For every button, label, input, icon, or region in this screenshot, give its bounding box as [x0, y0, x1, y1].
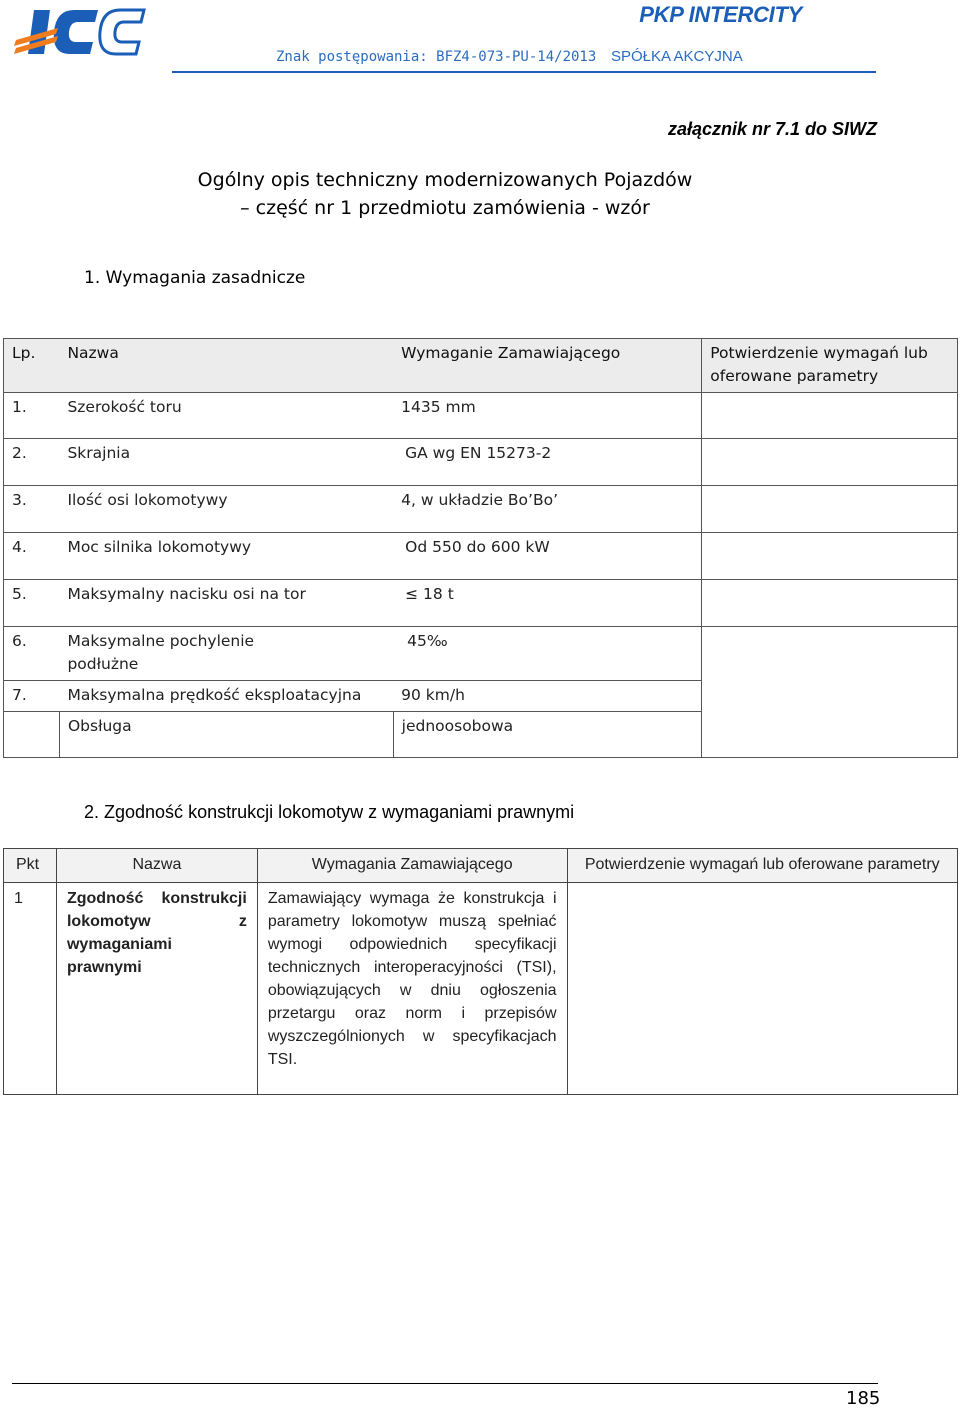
- table-row: [4, 533, 958, 580]
- attachment-label: załącznik nr 7.1 do SIWZ: [667, 119, 877, 139]
- brand-name: PKP INTERCITY: [639, 2, 802, 27]
- row-confirmation[interactable]: [702, 439, 958, 486]
- row-requirement: 1435 mm: [393, 393, 702, 439]
- row-lp: 3.: [4, 486, 60, 533]
- row-name: Ilość osi lokomotywy: [59, 486, 393, 533]
- table-row: [4, 580, 958, 627]
- section1-heading: 1. Wymagania zasadnicze: [84, 268, 306, 288]
- row-lp: 2.: [4, 439, 60, 486]
- col-requirement: Wymaganie Zamawiającego: [393, 339, 702, 393]
- row-requirement: ≤ 18 t: [393, 580, 702, 627]
- row-lp: 5.: [4, 580, 60, 627]
- table-row: [4, 883, 958, 1095]
- table-header-row: [4, 849, 958, 883]
- header-divider: [172, 71, 876, 73]
- row-lp: 6.: [4, 627, 60, 681]
- col-name: Nazwa: [56, 849, 257, 883]
- row-name: Szerokość toru: [59, 393, 393, 439]
- table-row: [4, 393, 958, 439]
- company-form: SPÓŁKA AKCYJNA: [611, 48, 743, 65]
- row-requirement: GA wg EN 15273-2: [393, 439, 702, 486]
- row-name: Zgodność konstrukcji lokomotyw z wymaganiami prawnymi: [56, 883, 257, 1095]
- row-lp: [4, 712, 60, 758]
- table-row: [4, 439, 958, 486]
- row-requirement: 90 km/h: [393, 681, 702, 712]
- table-row: [4, 486, 958, 533]
- row-name: Maksymalne pochylenie podłużne: [59, 627, 393, 681]
- doc-title-line2: – część nr 1 przedmiotu zamówienia - wzór: [240, 197, 650, 219]
- footer-divider: [12, 1383, 878, 1384]
- row-requirement: 45‰: [393, 627, 702, 681]
- table-header-row: [4, 339, 958, 393]
- col-requirements: Wymagania Zamawiającego: [257, 849, 567, 883]
- row-confirmation[interactable]: [702, 393, 958, 439]
- row-name: Skrajnia: [59, 439, 393, 486]
- requirements-table: [3, 338, 958, 758]
- case-number: Znak postępowania: BFZ4-073-PU-14/2013: [276, 49, 597, 65]
- col-name: Nazwa: [59, 339, 393, 393]
- page-number: 185: [846, 1388, 881, 1409]
- row-name: Moc silnika lokomotywy: [59, 533, 393, 580]
- section2-heading: 2. Zgodność konstrukcji lokomotyw z wymaganiami prawnymi: [84, 802, 575, 822]
- row-name: Maksymalny nacisku osi na tor: [59, 580, 393, 627]
- ic-logo-icon: [14, 2, 164, 60]
- row-confirmation[interactable]: [702, 580, 958, 627]
- row-requirement: Zamawiający wymaga że konstrukcja i parametry lokomotyw muszą spełniać wymogi odpowiednich specyfikacji technicznych interoperacyjności (TSI), obowiązujących w dniu ogłoszenia przetargu oraz norm i przepisów wyszczególnionych w specyfikacjach TSI.: [257, 883, 567, 1095]
- row-requirement: Od 550 do 600 kW: [393, 533, 702, 580]
- row-lp: 1.: [4, 393, 60, 439]
- row-confirmation[interactable]: [702, 627, 958, 758]
- doc-title-line1: Ogólny opis techniczny modernizowanych Pojazdów: [197, 169, 693, 191]
- row-requirement: 4, w układzie Bo’Bo’: [393, 486, 702, 533]
- row-name: Obsługa: [59, 712, 393, 758]
- legal-compliance-table: [3, 848, 958, 1095]
- row-confirmation[interactable]: [702, 486, 958, 533]
- col-pkt: Pkt: [4, 849, 57, 883]
- col-confirmation: Potwierdzenie wymagań lub oferowane parametry: [702, 339, 958, 393]
- col-confirmation: Potwierdzenie wymagań lub oferowane parametry: [567, 849, 957, 883]
- row-pkt: 1: [4, 883, 57, 1095]
- row-name: Maksymalna prędkość eksploatacyjna: [59, 681, 393, 712]
- row-confirmation[interactable]: [702, 533, 958, 580]
- col-lp: Lp.: [4, 339, 60, 393]
- table-row: [4, 627, 958, 681]
- row-lp: 7.: [4, 681, 60, 712]
- row-confirmation[interactable]: [567, 883, 957, 1095]
- row-requirement: jednoosobowa: [393, 712, 702, 758]
- row-lp: 4.: [4, 533, 60, 580]
